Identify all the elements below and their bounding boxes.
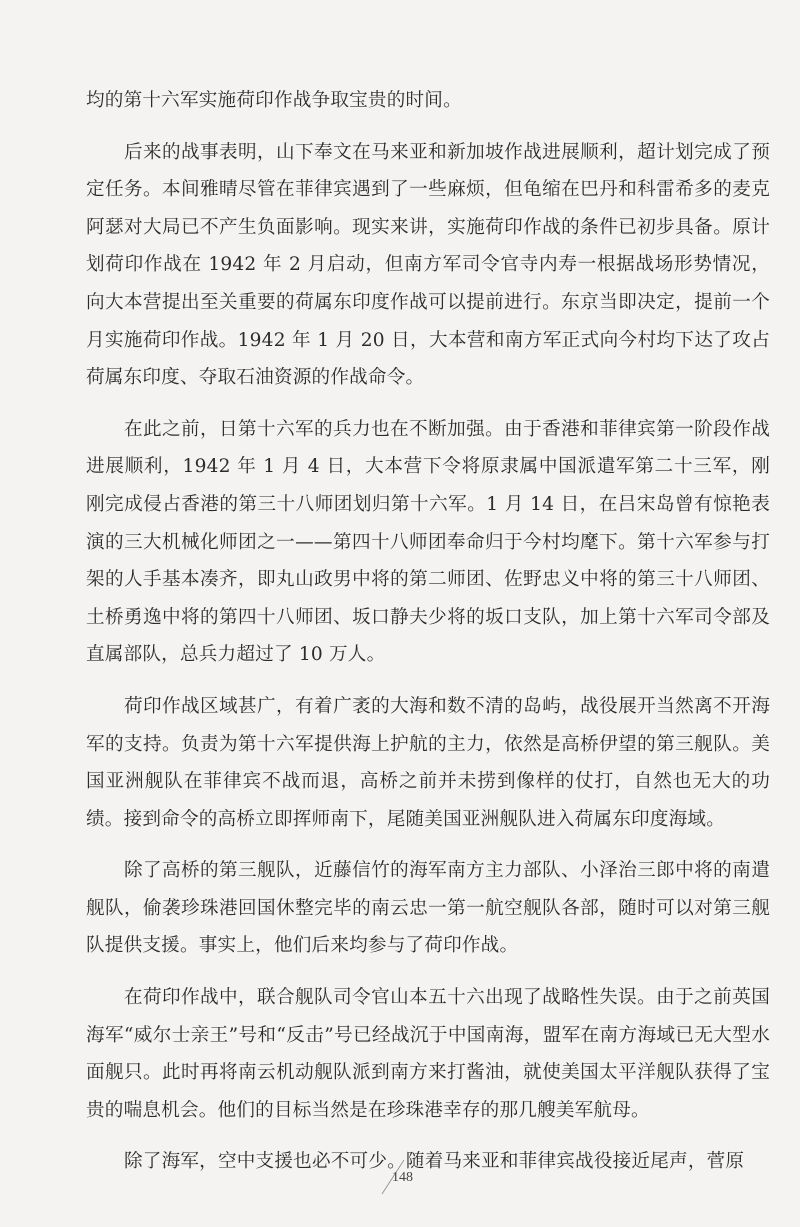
paragraph-3: 在此之前，日第十六军的兵力也在不断加强。由于香港和菲律宾第一阶段作战进展顺利，1942 年 1 月 4 日，大本营下令将原隶属中国派遣军第二十三军，刚刚完成侵占香港的第三十八师团划归第十六军。1 月 14 日，在吕宋岛曾有惊艳表演的三大机械化师团之一——第四十八师团奉命归于今村均麾下。第十六军参与打架的人手基本凑齐，即丸山政男中将的第二师团、佐野忠义中将的第三十八师团、土桥勇逸中将的第四十八师团、坂口静夫少将的坂口支队，加上第十六军司令部及直属部队，总兵力超过了 10 万人。 — [86, 418, 770, 666]
paragraph-1: 均的第十六军实施荷印作战争取宝贵的时间。 — [86, 90, 462, 111]
paragraph-4: 荷印作战区域甚广，有着广袤的大海和数不清的岛屿，战役展开当然离不开海军的支持。负责为第十六军提供海上护航的主力，依然是高桥伊望的第三舰队。美国亚洲舰队在菲律宾不战而退，高桥之前并未捞到像样的仗打，自然也无大的功绩。接到命令的高桥立即挥师南下，尾随美国亚洲舰队进入荷属东印度海域。 — [86, 695, 770, 830]
paragraph-5: 除了高桥的第三舰队，近藤信竹的海军南方主力部队、小泽治三郎中将的南遣舰队，偷袭珍珠港回国休整完毕的南云忠一第一航空舰队各部，随时可以对第三舰队提供支援。事实上，他们后来均参与了荷印作战。 — [86, 860, 770, 957]
paragraph-7: 除了海军，空中支援也必不可少。随着马来亚和菲律宾战役接近尾声，菅原 — [124, 1151, 745, 1173]
paragraph-6: 在荷印作战中，联合舰队司令官山本五十六出现了战略性失误。由于之前英国海军“威尔士亲王”号和“反击”号已经战沉于中国南海，盟军在南方海域已无大型水面舰只。此时再将南云机动舰队派到南方来打酱油，就使美国太平洋舰队获得了宝贵的喘息机会。他们的目标当然是在珍珠港幸存的那几艘美军航母。 — [86, 987, 770, 1121]
page-number: 148 — [392, 1170, 413, 1185]
paragraph-2: 后来的战事表明，山下奉文在马来亚和新加坡作战进展顺利，超计划完成了预定任务。本间雅晴尽管在菲律宾遇到了一些麻烦，但龟缩在巴丹和科雷希多的麦克阿瑟对大局已不产生负面影响。现实来讲，实施荷印作战的条件已初步具备。原计划荷印作战在 1942 年 2 月启动，但南方军司令官寺内寿一根据战场形势情况，向大本营提出至关重要的荷属东印度作战可以提前进行。东京当即决定，提前一个月实施荷印作战。1942 年 1 月 20 日，大本营和南方军正式向今村均下达了攻占荷属东印度、夺取石油资源的作战命令。 — [86, 141, 770, 389]
body-text — [86, 82, 770, 1195]
